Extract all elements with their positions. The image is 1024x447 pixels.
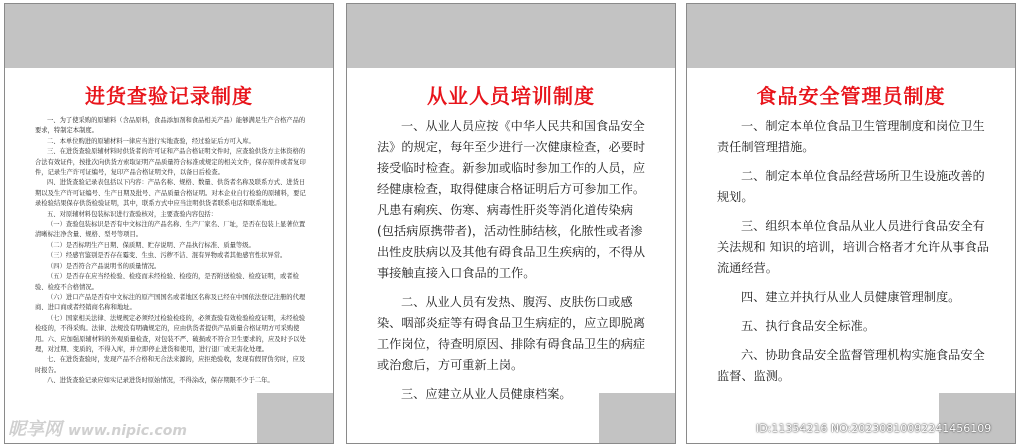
paragraph: （四）是否符合产品说明书的质量情况。 xyxy=(47,262,161,270)
paragraph: （六）进口产品是否有中文标注的原产国国名或者地区名称及已经在中国依法登记注册的代理商、进口商或者经销商名称和地址。 xyxy=(35,293,306,312)
paragraph: 三、在进货查验原辅材料时供货者的许可证和产品合格证明文件时，应查验供货方主体资格的合法有效证件，按批次向供货方索取证明产品质量符合标准或规定的相关文件，保存原件或者复印件，记录生产许可证编号，复印产品合格证明文件，以备日后检查。 xyxy=(35,148,306,177)
paragraph: 五、执行食品安全标准。 xyxy=(741,319,876,333)
board-food-safety-manager xyxy=(686,3,1016,444)
paragraph: 三、应建立从业人员健康档案。 xyxy=(401,387,572,401)
watermark-brand: 昵享网 xyxy=(8,419,62,440)
paragraph: 四、建立并执行从业人员健康管理制度。 xyxy=(741,290,961,304)
watermark-site: www.nipic.com xyxy=(68,423,187,439)
paragraph: （七）国家相关法律、法规规定必须经过检验检疫的，必须查验有效检验检疫证明，未经检验检疫的，不得采购。法律、法规没有明确规定的，应由供货者提供产品质量合格证明方可采购使用。六、应加强原辅材料的外观质量检查，对包装不严、破损或不符合卫生要求的，应及时予以处理，对过期、变质的，不得入库，并立即停止进货和使用，进行退厂或无害化处理。 xyxy=(35,314,306,353)
paragraph: 二、从业人员有发热、腹泻、皮肤伤口或感染、咽部炎症等有碍食品卫生病症的，应立即脱离工作岗位，待查明原因、排除有碍食品卫生的病症或治愈后，方可重新上岗。 xyxy=(377,295,646,372)
footer-band xyxy=(599,393,675,443)
paragraph: （五）是否存在应当经检验、检疫而未经检验、检疫的，是否附送检验、检疫证明，或者检验、检疫不合格情况。 xyxy=(35,273,299,291)
header-band xyxy=(687,4,1015,68)
watermark-logo xyxy=(8,415,187,441)
board-body xyxy=(717,116,989,395)
board-body xyxy=(377,116,649,413)
paragraph: 一、从业人员应按《中华人民共和国食品安全法》的规定，每年至少进行一次健康检查，必要时接受临时检查。新参加或临时参加工作的人员，应经健康检查，取得健康合格证明后方可参加工作。凡患有痢疾、伤寒、病毒性肝炎等消化道传染病(包括病原携带者)，活动性肺结核，化脓性或者渗出性皮肤病以及其他有碍食品卫生疾病的，不得从事接触直接入口食品的工作。 xyxy=(377,119,646,280)
board-title: 食品安全管理员制度 xyxy=(756,84,946,108)
board-body xyxy=(35,116,307,387)
paragraph: 一、为了使采购的原辅料（含品原料，食品添加剂和食品相关产品）能够满足生产合格产品的要求，特制定本制度。 xyxy=(35,117,306,135)
board-staff-training xyxy=(346,3,676,444)
paragraph: 三、组织本单位食品从业人员进行食品安全有关法规和 知识的培训，培训合格者才允许从事食品流通经营。 xyxy=(717,219,989,275)
header-band xyxy=(347,4,675,68)
board-title: 进货查验记录制度 xyxy=(85,84,253,108)
paragraph: 七、在进货查验时，发现产品不合格和无合法来源的，应拒绝验收，发现有假冒伪劣时，应及时报告。 xyxy=(35,356,306,374)
paragraph: （三）经感官鉴别是否存在霉变、生虫、污秽不洁、混有异物或者其他感官性状异常。 xyxy=(47,252,287,260)
paragraph: （一）查验包装标识是否有中文标注的产品名称、生产厂家名、厂址，是否在包装上显著位置清晰标注净含量、规格、型号等项目。 xyxy=(35,221,306,239)
footer-band xyxy=(939,393,1015,443)
paragraph: （二）是否标明生产日期、保质期、贮存说明、产品执行标准、质量等级。 xyxy=(47,241,255,249)
paragraph: 一、制定本单位食品卫生管理制度和岗位卫生责任制管理措施。 xyxy=(717,119,985,154)
board-purchase-inspection xyxy=(4,3,334,444)
header-band xyxy=(5,4,333,68)
paragraph: 二、制定本单位食品经营场所卫生设施改善的规划。 xyxy=(717,169,985,204)
paragraph: 六、协助食品安全监督管理机构实施食品安全监督、监测。 xyxy=(717,348,985,383)
footer-band xyxy=(257,393,333,443)
paragraph: 二、本单位购进的原辅材料一律应当进行实地查验，经过验证后方可入库。 xyxy=(47,137,255,145)
paragraph: 八、进货查验记录应如实记录进货时原始情况，不得涂改，保存期限不少于二年。 xyxy=(47,377,274,385)
paragraph: 四、进货查验记录表包括以下内容：产品名称、规格、数量、供货者名称及联系方式、进货日期以及生产许可证编号、生产日期及批号、产品质量合格证明。对本企业自行检验的原辅料，要记录检验结果保存供货检验证明，其中，联系方式中应当注明供货者联系电话和联系地址。 xyxy=(35,179,306,208)
watermark-id: ID:11354216 NO:20230810092241456109 xyxy=(756,422,992,435)
board-title: 从业人员培训制度 xyxy=(427,84,595,108)
paragraph: 五、对原辅材料包装标识进行查验核对，主要查验内容包括： xyxy=(47,210,218,218)
